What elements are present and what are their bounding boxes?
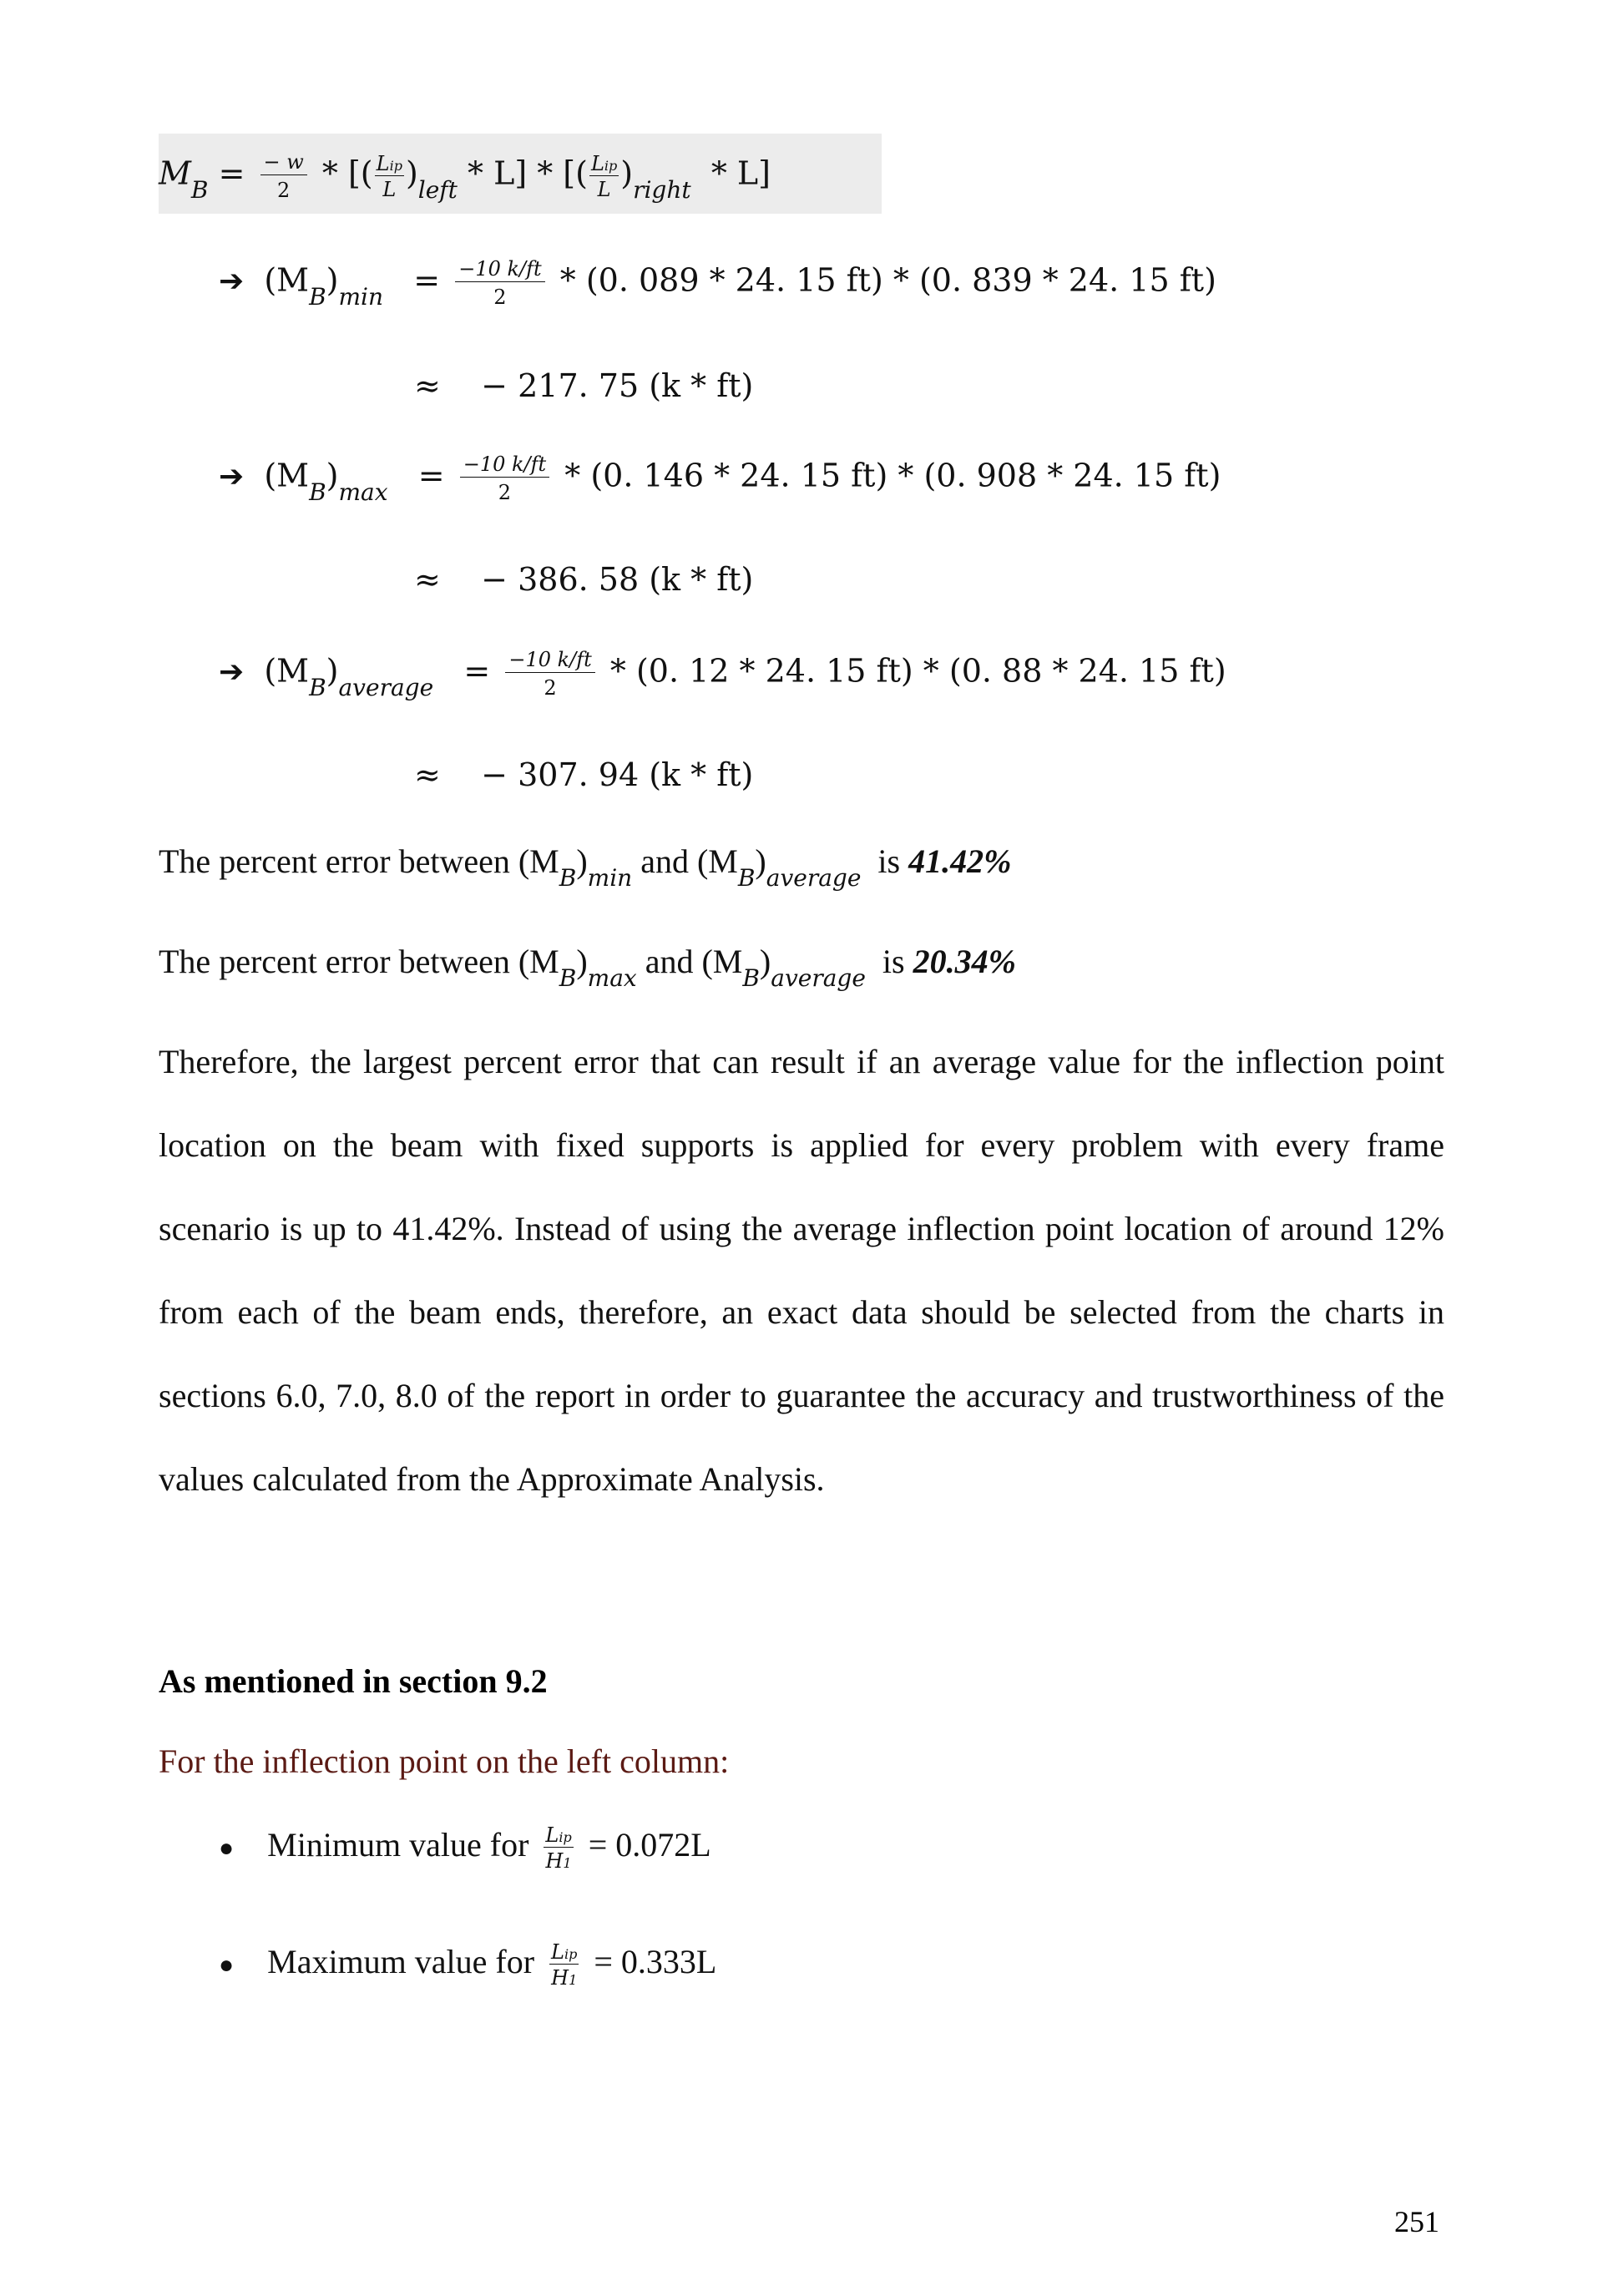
bullet-minimum xyxy=(219,1823,711,1874)
error-close-a: ) xyxy=(576,842,588,880)
calc-expr: * (0. 146 * 24. 15 ft) * (0. 908 * 24. 15 ft) xyxy=(564,457,1221,494)
subheading-left-column: For the inflection point on the left column: xyxy=(159,1742,730,1780)
calc-max xyxy=(219,453,1221,506)
calc-average-result xyxy=(414,756,753,793)
page-number: 251 xyxy=(1394,2205,1439,2238)
bullet-fraction xyxy=(544,1823,573,1874)
error-sub-b2: average xyxy=(766,864,862,892)
frac-num: − w xyxy=(260,152,307,175)
formula-lhs-sub: B xyxy=(190,175,209,204)
frac-num: L xyxy=(545,1823,559,1848)
arrow-icon: ➔ xyxy=(219,264,245,299)
error-sub-b: B xyxy=(742,964,760,992)
frac-den: 2 xyxy=(493,286,507,309)
bullet-label: Maximum value for xyxy=(267,1943,535,1980)
frac-den-sub: 1 xyxy=(569,1972,578,1989)
conclusion-paragraph: Therefore, the largest percent error that can result if an average value for the inflection point location on the beam with fixed supports is applied for every problem with every frame scenario is up to 41.42%. Instead of using the average inflection point location of around 12% from each of the beam ends, therefore, an exact data should be selected from the charts in sections 6.0, 7.0, 8.0 of the report in order to guarantee the accuracy and trustworthiness of the values calculated from the Approximate Analysis. xyxy=(159,1043,1444,1498)
bullet-fraction xyxy=(549,1942,579,1988)
lip-fraction-right xyxy=(589,151,619,201)
frac-num: L xyxy=(551,1940,564,1965)
arrow-icon: ➔ xyxy=(219,655,245,690)
frac-num: −10 k/ft xyxy=(505,650,594,673)
error-and: and (M xyxy=(645,943,743,980)
frac-den: 2 xyxy=(498,481,512,504)
frac-num: −10 k/ft xyxy=(460,454,549,478)
frac-den: 2 xyxy=(277,179,291,202)
formula-eq: = xyxy=(218,154,245,192)
bullet-label: Minimum value for xyxy=(267,1826,529,1864)
calc-close: ) xyxy=(326,652,339,690)
error-is: is xyxy=(882,943,905,980)
calc-sub: max xyxy=(338,478,388,506)
lip-fraction-left xyxy=(375,151,404,201)
error-is: is xyxy=(877,842,901,880)
formula-star: * xyxy=(321,154,338,192)
frac-den: 2 xyxy=(544,676,557,700)
calc-result: − 307. 94 (k * ft) xyxy=(481,756,754,793)
error-sub-a2: max xyxy=(587,964,637,992)
arrow-icon: ➔ xyxy=(219,459,245,494)
calc-label: (M xyxy=(264,652,310,690)
error-line-min xyxy=(159,842,1012,892)
bullet-maximum xyxy=(219,1942,716,1988)
error-sub-a: B xyxy=(559,864,577,892)
calc-sub-b: B xyxy=(309,478,326,506)
error-sub-a2: min xyxy=(587,864,633,892)
error-close-b: ) xyxy=(755,842,766,880)
sub-left: left xyxy=(417,175,458,204)
calc-average xyxy=(219,648,1226,701)
calc-close: ) xyxy=(326,261,339,299)
approx-sign: ≈ xyxy=(414,756,441,793)
frac-den: L xyxy=(597,177,611,201)
calc-min-result xyxy=(414,367,753,404)
bullet-icon: ● xyxy=(219,1834,235,1862)
error-sub-a: B xyxy=(559,964,577,992)
error-line-max xyxy=(159,942,1016,992)
calc-label: (M xyxy=(264,457,310,494)
calc-expr: * (0. 12 * 24. 15 ft) * (0. 88 * 24. 15 ft) xyxy=(609,652,1226,690)
calc-sub: average xyxy=(338,673,434,701)
error-and: and (M xyxy=(640,842,738,880)
error-prefix: The percent error between (M xyxy=(159,943,559,980)
calc-expr: * (0. 089 * 24. 15 ft) * (0. 839 * 24. 15 ft) xyxy=(559,261,1216,299)
error-sub-b2: average xyxy=(771,964,866,992)
frac-num-sub: ip xyxy=(604,157,618,174)
frac-den-sub: 1 xyxy=(563,1855,572,1872)
sub-right: right xyxy=(633,175,691,204)
calc-fraction xyxy=(455,259,544,307)
bullet-value: = 0.333L xyxy=(594,1943,717,1980)
calc-min xyxy=(219,257,1216,311)
section-heading: As mentioned in section 9.2 xyxy=(159,1662,548,1700)
calc-eq: = xyxy=(417,457,445,494)
formula-mid: * L] * [( xyxy=(468,154,588,192)
bullet-icon: ● xyxy=(219,1951,235,1979)
approx-sign: ≈ xyxy=(414,561,441,598)
calc-fraction xyxy=(460,454,549,503)
error-sub-b: B xyxy=(737,864,756,892)
frac-num: −10 k/ft xyxy=(455,259,544,282)
error-close-b: ) xyxy=(759,943,771,980)
calc-sub-b: B xyxy=(309,282,326,311)
frac-num: L xyxy=(590,151,604,175)
error-prefix: The percent error between (M xyxy=(159,842,559,880)
calc-sub-b: B xyxy=(309,673,326,701)
frac-den: L xyxy=(382,177,397,201)
approx-sign: ≈ xyxy=(414,367,441,404)
frac-den: H xyxy=(545,1849,564,1874)
frac-num-sub: ip xyxy=(559,1829,572,1846)
formula-lhs: M xyxy=(159,154,191,192)
calc-fraction xyxy=(505,650,594,698)
error-value: 20.34% xyxy=(913,943,1016,980)
formula-content: $M_B$ = $\frac{- w}{2}$ * [( $\frac{\text{Lip}}{L}$ )$_{left} * L$] * [( $\frac{\text{Lip}}{L}$ )$_{right} * L$] xyxy=(159,150,771,204)
frac-num: L xyxy=(376,151,390,175)
calc-result: − 217. 75 (k * ft) xyxy=(481,367,754,404)
moment-formula xyxy=(159,134,882,214)
bullet-value: = 0.072L xyxy=(588,1826,711,1864)
formula-w-fraction xyxy=(260,152,307,200)
calc-max-result xyxy=(414,561,753,598)
calc-label: (M xyxy=(264,261,310,299)
calc-eq: = xyxy=(413,261,441,299)
frac-num-sub: ip xyxy=(564,1946,578,1963)
calc-eq: = xyxy=(463,652,491,690)
error-close-a: ) xyxy=(576,943,588,980)
error-value: 41.42% xyxy=(908,842,1012,880)
frac-den: H xyxy=(551,1966,569,1990)
calc-result: − 386. 58 (k * ft) xyxy=(481,561,754,598)
formula-end: * L] xyxy=(710,154,771,192)
frac-num-sub: ip xyxy=(389,157,402,174)
calc-sub: min xyxy=(338,282,384,311)
calc-close: ) xyxy=(326,457,339,494)
